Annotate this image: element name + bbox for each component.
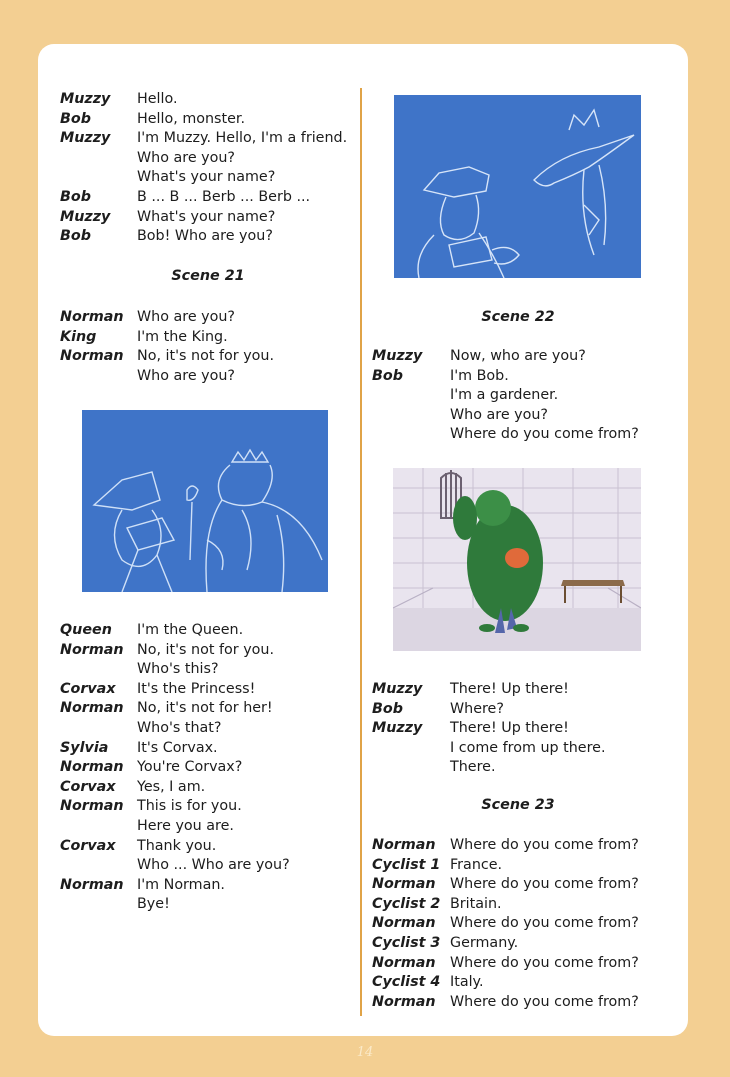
speaker-name: Corvax bbox=[60, 837, 116, 854]
speaker-name: Muzzy bbox=[372, 720, 423, 737]
speaker-name: Norman bbox=[60, 700, 124, 717]
dialogue-line: I'm Norman. bbox=[137, 876, 225, 893]
speaker-name: Bob bbox=[60, 228, 91, 245]
dialogue-line: Here you are. bbox=[137, 818, 234, 834]
speaker-name: Cyclist 2 bbox=[372, 895, 441, 912]
speaker-name: Norman bbox=[60, 348, 124, 365]
scene-21-heading: Scene 21 bbox=[171, 268, 245, 284]
dialogue-line: Who are you? bbox=[137, 149, 236, 166]
page-number: 14 bbox=[356, 1045, 374, 1060]
speaker-name: King bbox=[60, 328, 97, 345]
speaker-name: Corvax bbox=[60, 680, 116, 697]
dialogue-line: Where do you come from? bbox=[450, 837, 639, 853]
scene-22-heading: Scene 22 bbox=[481, 309, 555, 325]
dialogue-line: It's the Princess! bbox=[137, 680, 256, 697]
dialogue-line: There! Up there! bbox=[450, 720, 569, 737]
illustration-norman-king-queen bbox=[82, 410, 328, 592]
speaker-name: Sylvia bbox=[60, 739, 109, 756]
dialogue-line: Bye! bbox=[137, 896, 170, 913]
dialogue-line: No, it's not for you. bbox=[137, 641, 275, 658]
dialogue-line: Where do you come from? bbox=[450, 954, 639, 971]
speaker-name: Muzzy bbox=[372, 681, 423, 697]
dialogue-line: There! Up there! bbox=[450, 681, 569, 697]
dialogue-line: I come from up there. bbox=[450, 739, 606, 756]
dialogue-line: I'm the Queen. bbox=[137, 622, 244, 638]
dialogue-line: Who are you? bbox=[137, 309, 236, 325]
dialogue-line: No, it's not for her! bbox=[137, 700, 273, 717]
dialogue-line: Britain. bbox=[450, 895, 502, 912]
speaker-name: Norman bbox=[60, 759, 124, 776]
dialogue-line: Where do you come from? bbox=[450, 993, 639, 1010]
dialogue-line: What's your name? bbox=[137, 169, 276, 186]
dialogue-line: Who ... Who are you? bbox=[137, 857, 290, 874]
speaker-name: Bob bbox=[60, 110, 91, 127]
speaker-name: Bob bbox=[60, 189, 91, 205]
dialogue-line: Hello, monster. bbox=[137, 110, 246, 127]
speaker-name: Muzzy bbox=[60, 208, 111, 225]
dialogue-line: Now, who are you? bbox=[450, 348, 586, 364]
speaker-name: Cyclist 1 bbox=[372, 856, 441, 873]
speaker-name: Norman bbox=[372, 915, 436, 932]
dialogue-line: Italy. bbox=[450, 974, 484, 991]
dialogue-line: Who are you? bbox=[450, 406, 549, 423]
speaker-name: Norman bbox=[372, 837, 436, 853]
speaker-name: Queen bbox=[60, 622, 112, 638]
dialogue-line: There. bbox=[450, 759, 496, 776]
dialogue-line: I'm Bob. bbox=[450, 367, 509, 384]
speaker-name: Cyclist 4 bbox=[372, 974, 441, 991]
dialogue-line: Hello. bbox=[137, 91, 178, 107]
speaker-name: Norman bbox=[372, 993, 436, 1010]
dialogue-line: Who's this? bbox=[137, 661, 219, 678]
speaker-name: Bob bbox=[372, 367, 403, 384]
dialogue-line: Thank you. bbox=[137, 837, 217, 854]
speaker-name: Norman bbox=[60, 309, 124, 325]
dialogue-line: France. bbox=[450, 856, 503, 873]
speaker-name: Muzzy bbox=[372, 348, 423, 364]
dialogue-line: This is for you. bbox=[137, 798, 242, 815]
dialogue-line: I'm a gardener. bbox=[450, 387, 559, 404]
speaker-name: Corvax bbox=[60, 778, 116, 795]
dialogue-line: Germany. bbox=[450, 935, 519, 951]
dialogue-line: Where do you come from? bbox=[450, 915, 639, 932]
dialogue-line: No, it's not for you. bbox=[137, 348, 275, 365]
speaker-name: Norman bbox=[60, 641, 124, 658]
speaker-name: Norman bbox=[372, 954, 436, 971]
dialogue-line: Who's that? bbox=[137, 720, 222, 736]
dialogue-line: Who are you? bbox=[137, 367, 236, 384]
dialogue-line: Where? bbox=[450, 700, 504, 717]
dialogue-line: Bob! Who are you? bbox=[137, 228, 273, 245]
scene-23-heading: Scene 23 bbox=[481, 797, 555, 813]
illustration-norman-corvax bbox=[394, 95, 641, 278]
dialogue-line: I'm Muzzy. Hello, I'm a friend. bbox=[137, 130, 348, 147]
speaker-name: Norman bbox=[60, 876, 124, 893]
dialogue-line: B ... B ... Berb ... Berb ... bbox=[137, 189, 311, 205]
speaker-name: Bob bbox=[372, 700, 403, 717]
column-divider bbox=[360, 88, 362, 1016]
dialogue-line: Where do you come from? bbox=[450, 426, 639, 443]
speaker-name: Norman bbox=[372, 876, 436, 893]
speaker-name: Norman bbox=[60, 798, 124, 815]
illustration-muzzy-in-cell bbox=[393, 468, 641, 651]
speaker-name: Cyclist 3 bbox=[372, 935, 441, 951]
speaker-name: Muzzy bbox=[60, 130, 111, 147]
dialogue-line: You're Corvax? bbox=[137, 759, 243, 776]
dialogue-line: It's Corvax. bbox=[137, 739, 218, 756]
speaker-name: Muzzy bbox=[60, 91, 111, 107]
dialogue-line: I'm the King. bbox=[137, 328, 228, 345]
dialogue-line: What's your name? bbox=[137, 208, 276, 225]
dialogue-line: Where do you come from? bbox=[450, 876, 639, 893]
dialogue-line: Yes, I am. bbox=[137, 778, 206, 795]
